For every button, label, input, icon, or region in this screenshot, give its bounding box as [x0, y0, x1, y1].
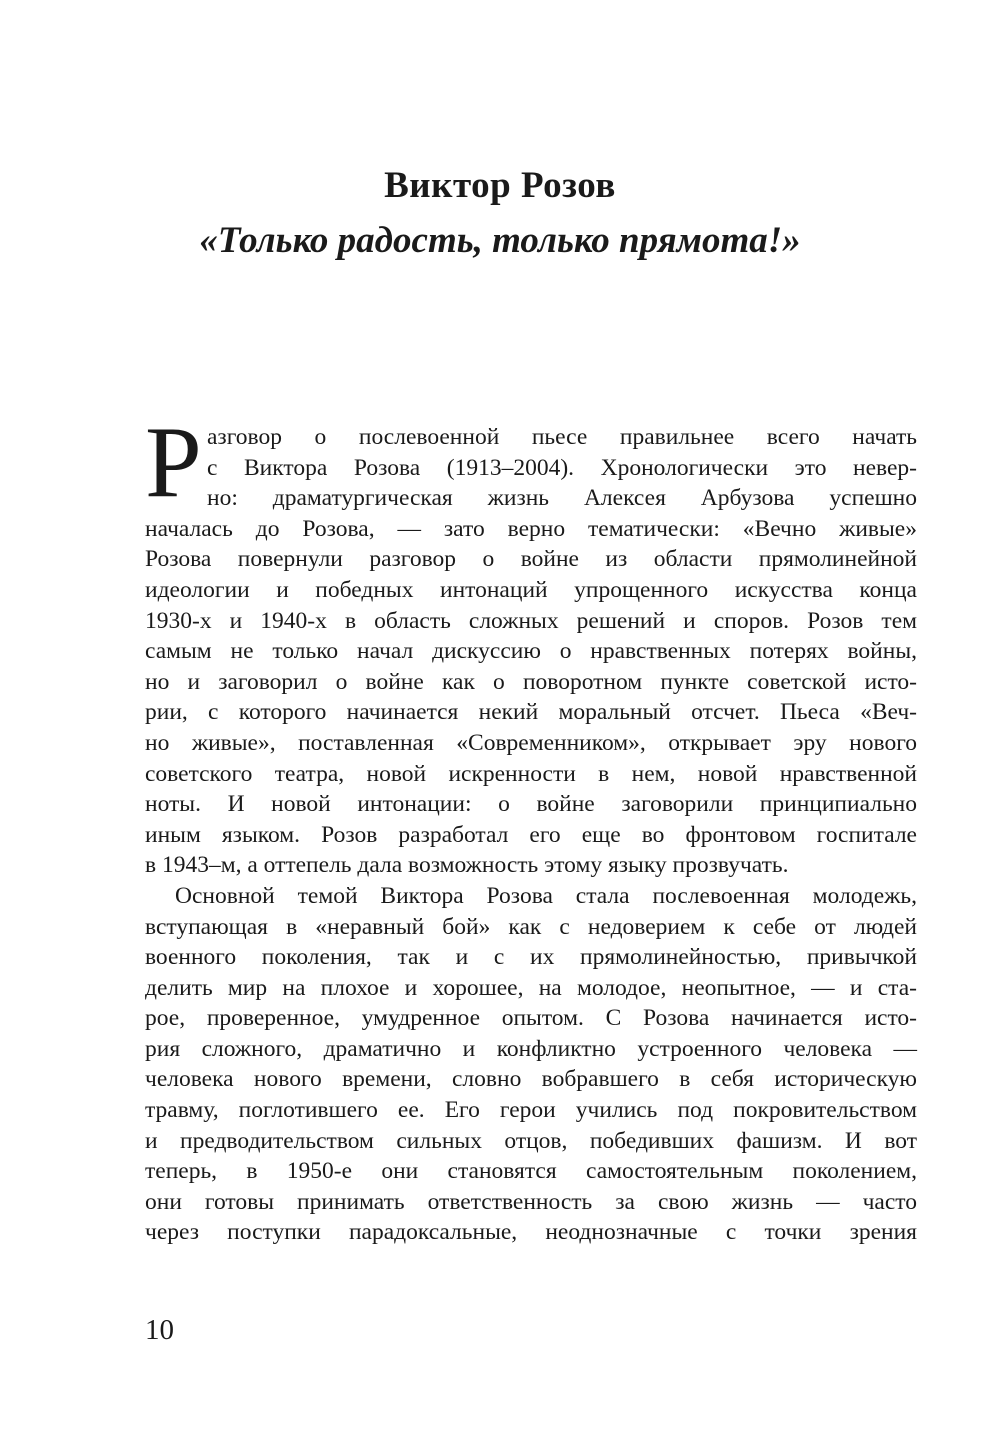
text-line: делить мир на плохое и хорошее, на молодое, неопытное, — и ста- [145, 974, 917, 1001]
text-line: Основной темой Виктора Розова стала послевоенная молодежь, [175, 882, 917, 909]
text-line: травму, поглотившего ее. Его герои учились под покровительством [145, 1097, 917, 1124]
text-line: Розова повернули разговор о войне из области прямолинейной [145, 546, 917, 573]
body-text [145, 406, 917, 1248]
drop-cap-letter: Р [145, 406, 202, 519]
text-line: теперь, в 1950-е они становятся самостоятельным поколением, [145, 1158, 917, 1185]
page-number: 10 [145, 1314, 174, 1346]
text-line: но и заговорил о войне как о поворотном пункте советской исто- [145, 668, 917, 695]
text-line: но: драматургическая жизнь Алексея Арбузова успешно [207, 485, 917, 512]
chapter-subtitle: «Только радость, только прямота!» [199, 220, 801, 261]
text-line: человека нового времени, словно вобравшего в себя историческую [145, 1066, 917, 1093]
author-heading: Виктор Розов [384, 165, 616, 206]
text-line: военного поколения, так и с их прямолинейностью, привычкой [145, 944, 917, 971]
text-line: но живые», поставленная «Современником», открывает эру нового [145, 729, 917, 756]
text-line: иным языком. Розов разработал его еще во фронтовом госпитале [145, 821, 917, 848]
text-line: рия сложного, драматично и конфликтно устроенного человека — [145, 1035, 917, 1062]
text-line: рое, проверенное, умудренное опытом. С Розова начинается исто- [145, 1005, 917, 1032]
paragraph-1 [145, 406, 917, 881]
text-line: с Виктора Розова (1913–2004). Хронологически это невер- [207, 454, 917, 481]
text-line: рии, с которого начинается некий моральный отсчет. Пьеса «Веч- [145, 699, 917, 726]
text-line: советского театра, новой искренности в нем, новой нравственной [145, 760, 917, 787]
text-line: вступающая в «неравный бой» как с недоверием к себе от людей [145, 913, 917, 940]
text-line: в 1943–м, а оттепель дала возможность этому языку прозвучать. [145, 852, 789, 879]
text-line: азговор о послевоенной пьесе правильнее всего начать [207, 424, 917, 450]
text-line: самым не только начал дискуссию о нравственных потерях войны, [145, 638, 917, 665]
text-line: и предводительством сильных отцов, победивших фашизм. И вот [145, 1127, 917, 1154]
paragraph-2 [145, 881, 917, 1248]
text-line: они готовы принимать ответственность за свою жизнь — часто [145, 1188, 917, 1215]
text-line: началась до Розова, — зато верно тематически: «Вечно живые» [145, 515, 917, 542]
text-line: через поступки парадоксальные, неоднозначные с точки зрения [145, 1219, 917, 1246]
text-line: 1930-х и 1940-х в область сложных решений и споров. Розов тем [145, 607, 917, 634]
text-line: идеологии и победных интонаций упрощенного искусства конца [145, 576, 917, 603]
text-line: ноты. И новой интонации: о войне заговорили принципиально [145, 791, 917, 818]
